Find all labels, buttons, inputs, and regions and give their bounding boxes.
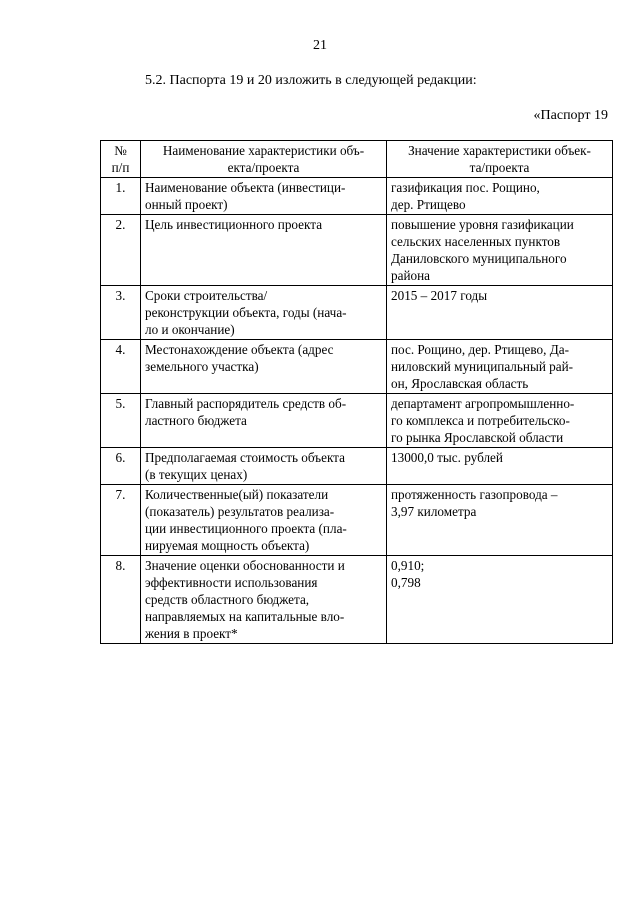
row-name: Количественные(ый) показатели (показатель) результатов реализа- ции инвестиционного проекта (пла- нируемая мощность объекта) [141, 485, 387, 556]
row-value: протяженность газопровода – 3,97 километра [387, 485, 613, 556]
row-value: 13000,0 тыс. рублей [387, 448, 613, 485]
table-row [101, 485, 613, 556]
table-row [101, 178, 613, 215]
row-name: Значение оценки обоснованности и эффективности использования средств областного бюджета, направляемых на капитальные вло- жения в проект* [141, 556, 387, 644]
passport-label: «Паспорт 19 [533, 108, 608, 123]
intro-paragraph: 5.2. Паспорта 19 и 20 изложить в следующей редакции: [145, 73, 477, 88]
row-value: газификация пос. Рощино, дер. Ртищево [387, 178, 613, 215]
row-num: 1. [101, 178, 141, 215]
row-value: департамент агропромышленно- го комплекса и потребительско- го рынка Ярославской области [387, 394, 613, 448]
row-name: Наименование объекта (инвестици- онный проект) [141, 178, 387, 215]
table-row [101, 556, 613, 644]
table-row [101, 215, 613, 286]
row-value: пос. Рощино, дер. Ртищево, Да- ниловский муниципальный рай- он, Ярославская область [387, 340, 613, 394]
row-num: 8. [101, 556, 141, 644]
row-name: Предполагаемая стоимость объекта (в текущих ценах) [141, 448, 387, 485]
header-value: Значение характеристики объек- та/проекта [387, 141, 613, 178]
row-num: 4. [101, 340, 141, 394]
row-name: Сроки строительства/ реконструкции объекта, годы (нача- ло и окончание) [141, 286, 387, 340]
row-num: 5. [101, 394, 141, 448]
header-num: № п/п [101, 141, 141, 178]
row-num: 7. [101, 485, 141, 556]
table-row [101, 340, 613, 394]
row-num: 3. [101, 286, 141, 340]
row-num: 6. [101, 448, 141, 485]
header-name: Наименование характеристики объ- екта/проекта [141, 141, 387, 178]
row-value: 0,910; 0,798 [387, 556, 613, 644]
row-name: Цель инвестиционного проекта [141, 215, 387, 286]
passport-table [100, 140, 613, 644]
row-value: повышение уровня газификации сельских населенных пунктов Даниловского муниципального района [387, 215, 613, 286]
page-number: 21 [313, 38, 327, 53]
table-header-row [101, 141, 613, 178]
table-row [101, 394, 613, 448]
row-num: 2. [101, 215, 141, 286]
row-name: Главный распорядитель средств об- ластного бюджета [141, 394, 387, 448]
row-value: 2015 – 2017 годы [387, 286, 613, 340]
table-row [101, 286, 613, 340]
table-row [101, 448, 613, 485]
row-name: Местонахождение объекта (адрес земельного участка) [141, 340, 387, 394]
